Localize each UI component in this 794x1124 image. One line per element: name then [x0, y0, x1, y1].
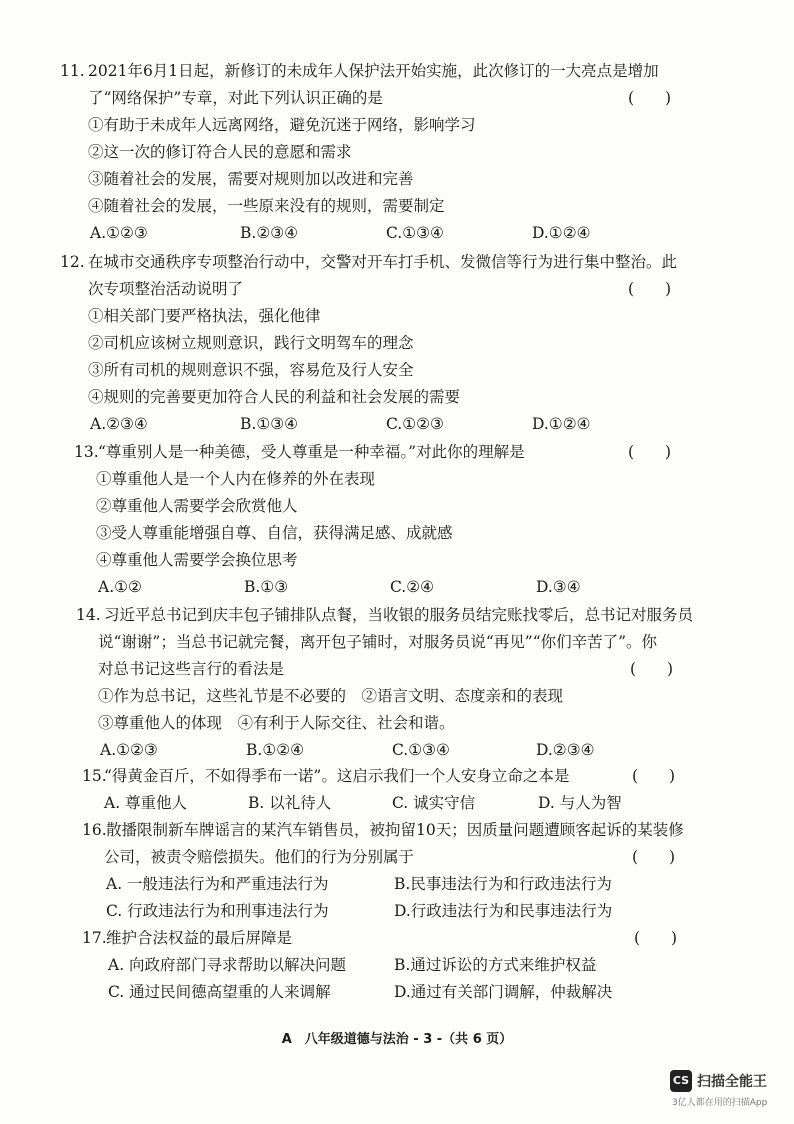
option-d: D.行政违法行为和民事违法行为	[394, 902, 613, 920]
option-b: B.通过诉讼的方式来维护权益	[394, 956, 597, 974]
question-number: 12.	[60, 253, 85, 271]
answer-parentheses: ( )	[630, 660, 674, 678]
option-a: A.①②③	[100, 741, 158, 759]
option-d: D.①②④	[532, 224, 591, 242]
option-a: A. 一般违法行为和严重违法行为	[106, 875, 329, 893]
camscanner-logo-icon: CS	[670, 1070, 692, 1092]
scanner-watermark	[670, 1070, 780, 1106]
answer-parentheses: ( )	[632, 848, 676, 866]
question-number: 15.	[82, 767, 107, 785]
statement: ③随着社会的发展，需要对规则加以改进和完善	[88, 170, 414, 188]
question-stem-line: 次专项整治活动说明了	[88, 280, 244, 298]
statement: ④随着社会的发展，一些原来没有的规则，需要制定	[88, 197, 445, 215]
option-c: C.①③④	[392, 741, 450, 759]
option-a: A.②③④	[90, 415, 148, 433]
option-b: B.①③	[244, 578, 289, 596]
answer-parentheses: ( )	[632, 767, 676, 785]
question-stem-line: 2021年6月1日起，新修订的未成年人保护法开始实施，此次修订的一大亮点是增加	[88, 62, 659, 80]
option-d: D. 与人为智	[538, 794, 622, 812]
statement: ②这一次的修订符合人民的意愿和需求	[88, 143, 352, 161]
statement: ①作为总书记，这些礼节是不必要的 ②语言文明、态度亲和的表现	[98, 687, 564, 705]
statement: ②尊重他人需要学会欣赏他人	[96, 497, 298, 515]
question-stem-line: 习近平总书记到庆丰包子铺排队点餐，当收银的服务员结完账找零后，总书记对服务员	[104, 606, 694, 624]
question-stem-line: 对总书记这些言行的看法是	[98, 660, 285, 678]
option-b: B.①③④	[240, 415, 299, 433]
question-stem-line: 了“网络保护”专章，对此下列认识正确的是	[88, 89, 383, 107]
statement: ②司机应该树立规则意识，践行文明驾车的理念	[88, 334, 414, 352]
watermark-name: 扫描全能王	[697, 1074, 767, 1090]
question-stem-line: “尊重别人是一种美德，受人尊重是一种幸福。”对此你的理解是	[98, 443, 525, 461]
option-a: A. 向政府部门寻求帮助以解决问题	[108, 956, 347, 974]
question-stem-line: 在城市交通秩序专项整治行动中，交警对开车打手机、发微信等行为进行集中整治。此	[88, 253, 678, 271]
answer-parentheses: ( )	[628, 443, 672, 461]
option-b: B.①②④	[246, 741, 305, 759]
statement: ①尊重他人是一个人内在修养的外在表现	[96, 470, 376, 488]
question-stem-line: 散播限制新车牌谣言的某汽车销售员，被拘留10天；因质量问题遭顾客起诉的某装修	[106, 821, 684, 839]
statement: ③所有司机的规则意识不强，容易危及行人安全	[88, 361, 414, 379]
question-stem-line: 公司，被责令赔偿损失。他们的行为分别属于	[104, 848, 415, 866]
option-d: D.①②④	[532, 415, 591, 433]
question-number: 17.	[82, 929, 107, 947]
question-number: 14.	[76, 606, 101, 624]
question-number: 13.	[74, 443, 99, 461]
question-number: 11.	[60, 62, 85, 80]
option-b: B. 以礼待人	[248, 794, 332, 812]
statement: ③受人尊重能增强自尊、自信，获得满足感、成就感	[96, 524, 453, 542]
page-footer: A 八年级道德与法治 - 3 -（共 6 页）	[281, 1032, 513, 1047]
option-d: D.②③④	[536, 741, 595, 759]
option-c: C.①②③	[386, 415, 444, 433]
answer-parentheses: ( )	[628, 89, 672, 107]
option-a: A.①②	[98, 578, 142, 596]
answer-parentheses: ( )	[628, 280, 672, 298]
option-b: B.②③④	[240, 224, 299, 242]
option-b: B.民事违法行为和行政违法行为	[394, 875, 612, 893]
option-a: A.①②③	[90, 224, 148, 242]
statement: ④尊重他人需要学会换位思考	[96, 551, 298, 569]
watermark-tagline: 3亿人都在用的扫描App	[672, 1098, 768, 1108]
option-d: D.③④	[536, 578, 581, 596]
statement: ④规则的完善要更加符合人民的利益和社会发展的需要	[88, 388, 461, 406]
option-a: A. 尊重他人	[104, 794, 188, 812]
question-stem-line: 维护合法权益的最后屏障是	[106, 929, 293, 947]
option-d: D.通过有关部门调解，仲裁解决	[394, 983, 613, 1001]
statement: ①有助于未成年人远离网络，避免沉迷于网络，影响学习	[88, 116, 476, 134]
answer-parentheses: ( )	[634, 929, 678, 947]
statement: ③尊重他人的体现 ④有利于人际交往、社会和谐。	[98, 714, 455, 732]
statement: ①相关部门要严格执法，强化他律	[88, 307, 321, 325]
option-c: C.①③④	[386, 224, 444, 242]
question-number: 16.	[82, 821, 107, 839]
option-c: C. 通过民间德高望重的人来调解	[108, 983, 331, 1001]
question-stem-line: 说“谢谢”；当总书记就完餐，离开包子铺时，对服务员说“再见”“你们辛苦了”。你	[98, 633, 658, 651]
option-c: C. 诚实守信	[392, 794, 476, 812]
option-c: C. 行政违法行为和刑事违法行为	[106, 902, 329, 920]
option-c: C.②④	[390, 578, 435, 596]
question-stem-line: “得黄金百斤，不如得季布一诺”。这启示我们一个人安身立命之本是	[104, 767, 570, 785]
